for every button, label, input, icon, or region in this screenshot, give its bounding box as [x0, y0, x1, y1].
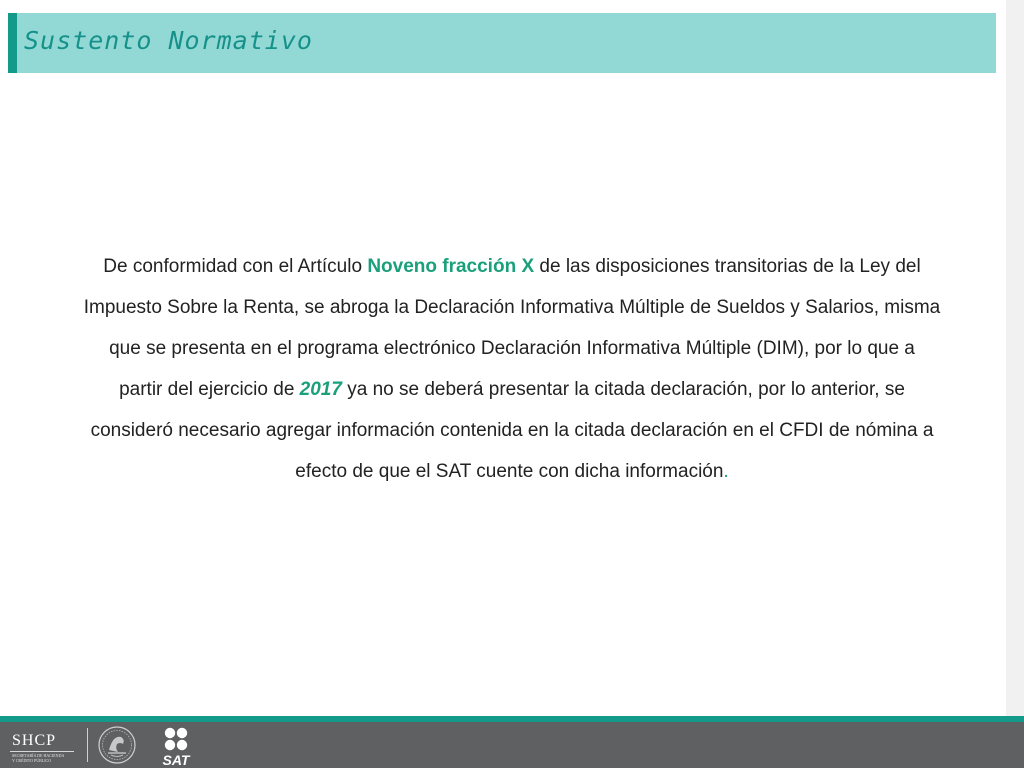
text-run: De conformidad con el Artículo — [103, 256, 368, 277]
paragraph-line — [48, 246, 976, 287]
shcp-subtitle — [12, 753, 64, 763]
paragraph-line: Impuesto Sobre la Renta, se abroga la Declaración Informativa Múltiple de Sueldos y Salarios, misma — [83, 297, 941, 318]
paragraph-line — [48, 369, 976, 410]
sat-logo-text: SAT — [162, 752, 190, 766]
text-run: partir del ejercicio de — [119, 379, 300, 400]
slide-title: Sustento Normativo — [24, 26, 313, 55]
sat-logo — [154, 726, 200, 770]
shcp-subtitle-line: Y CRÉDITO PÚBLICO — [12, 758, 52, 763]
shcp-logo-rule — [10, 751, 74, 752]
paragraph-line: que se presenta en el programa electrónico Declaración Informativa Múltiple (DIM), por lo que a — [109, 338, 915, 359]
highlight-year: 2017 — [299, 379, 342, 400]
shcp-subtitle-line: SECRETARÍA DE HACIENDA — [12, 753, 65, 758]
title-accent-bar — [8, 13, 17, 73]
text-run: ya no se deberá presentar la citada declaración, por lo anterior, se — [341, 379, 905, 400]
paragraph-line: consideró necesario agregar información contenida en la citada declaración en el CFDI de nómina a — [90, 420, 934, 441]
text-run: de las disposiciones transitorias de la Ley del — [534, 256, 921, 277]
footer-bar — [0, 722, 1024, 768]
shcp-logo-text: SHCP — [12, 732, 57, 749]
sat-logo-mark — [154, 726, 200, 766]
highlight-article: Noveno fracción X — [367, 256, 535, 277]
body-paragraph — [48, 246, 976, 492]
logo-divider — [87, 728, 88, 762]
paragraph-line — [48, 451, 976, 492]
text-run: efecto de que el SAT cuente con dicha información — [295, 461, 724, 482]
right-edge-strip — [1006, 0, 1024, 716]
mexico-coat-of-arms-icon — [96, 723, 138, 767]
title-bar — [8, 13, 996, 73]
final-period: . — [723, 461, 729, 482]
